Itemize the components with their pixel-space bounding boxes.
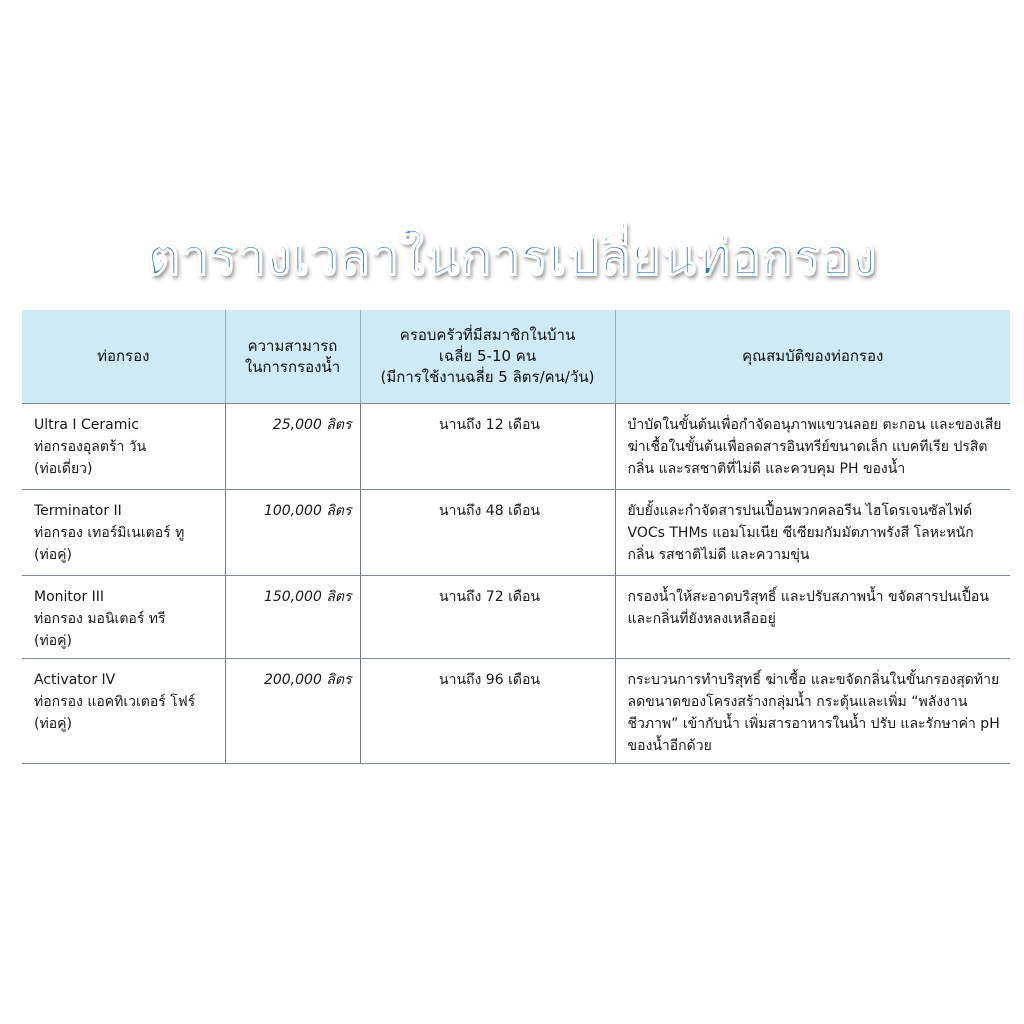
filter-replacement-table [22,310,1010,764]
table-row [22,659,1010,764]
filter-name-en: Monitor III [34,589,105,605]
filter-name-cell [22,576,225,659]
table-header-row [22,310,1010,404]
header-family-line3: (มีการใช้งานฉลี่ย 5 ลิตร/คน/วัน) [380,368,595,386]
filter-type: (ท่อคู่) [34,547,72,563]
filter-type: (ท่อเดี่ยว) [34,461,93,477]
filter-name-en: Activator IV [34,672,116,688]
header-family-line2: เฉลี่ย 5-10 คน [438,347,537,365]
filter-name-cell [22,659,225,764]
header-properties: คุณสมบัติของท่อกรอง [615,310,1010,404]
properties-cell: กระบวนการทำบริสุทธิ์ ฆ่าเชื้อ และขจัดกลิ่นในขั้นกรองสุดท้าย ลดขนาดของโครงสร้างกลุ่มน้ำ กระตุ้นและเพิ่ม “พลังงานชีวภาพ” เข้ากับน้ำ เพิ่มสารอาหารในน้ำ ปรับ และรักษาค่า pH ของน้ำอีกด้วย [615,659,1010,764]
duration-cell: นานถึง 48 เดือน [360,490,615,576]
capacity-cell: 200,000 ลิตร [225,659,360,764]
header-capacity [225,310,360,404]
table-row [22,404,1010,490]
header-capacity-line1: ความสามารถ [247,336,338,355]
duration-cell: นานถึง 12 เดือน [360,404,615,490]
filter-name-th: ท่อกรอง เทอร์มิเนเตอร์ ทู [34,525,185,541]
filter-name-en: Ultra I Ceramic [34,417,139,433]
filter-name-th: ท่อกรองอุลตร้า วัน [34,439,147,455]
capacity-cell: 100,000 ลิตร [225,490,360,576]
filter-name-en: Terminator II [34,503,122,519]
filter-name-th: ท่อกรอง มอนิเตอร์ ทรี [34,611,166,627]
header-filter: ท่อกรอง [22,310,225,404]
properties-cell: บำบัดในขั้นต้นเพื่อกำจัดอนุภาพแขวนลอย ตะกอน และของเสีย ฆ่าเชื้อในขั้นต้นเพื่อลดสารอินทรีย์ขนาดเล็ก แบคทีเรีย ปรสิต กลิ่น และรสชาติที่ไม่ดี และควบคุม PH ของน้ำ [615,404,1010,490]
header-family-usage [360,310,615,404]
header-family-line1: ครอบครัวที่มีสมาชิกในบ้าน [399,326,576,344]
filter-type: (ท่อคู่) [34,633,72,649]
page-title: ตารางเวลาในการเปลี่ยนท่อกรอง [146,228,878,286]
header-capacity-line2: ในการกรองน้ำ [244,357,341,376]
table-row [22,490,1010,576]
properties-cell: กรองน้ำให้สะอาดบริสุทธิ์ และปรับสภาพน้ำ ขจัดสารปนเปื้อน และกลิ่นที่ยังหลงเหลืออยู่ [615,576,1010,659]
filter-name-cell [22,490,225,576]
filter-name-cell [22,404,225,490]
filter-name-th: ท่อกรอง แอคทิเวเตอร์ โฟร์ [34,694,196,710]
properties-cell: ยับยั้งและกำจัดสารปนเปื้อนพวกคลอรีน ไฮโดรเจนซัลไฟด์ VOCs THMs แอมโมเนีย ซีเซียมกัมมัตภาพรังสี โลหะหนัก กลิ่น รสชาติไม่ดี และความขุ่น [615,490,1010,576]
capacity-cell: 25,000 ลิตร [225,404,360,490]
table-row [22,576,1010,659]
duration-cell: นานถึง 72 เดือน [360,576,615,659]
capacity-cell: 150,000 ลิตร [225,576,360,659]
filter-type: (ท่อคู่) [34,716,72,732]
duration-cell: นานถึง 96 เดือน [360,659,615,764]
